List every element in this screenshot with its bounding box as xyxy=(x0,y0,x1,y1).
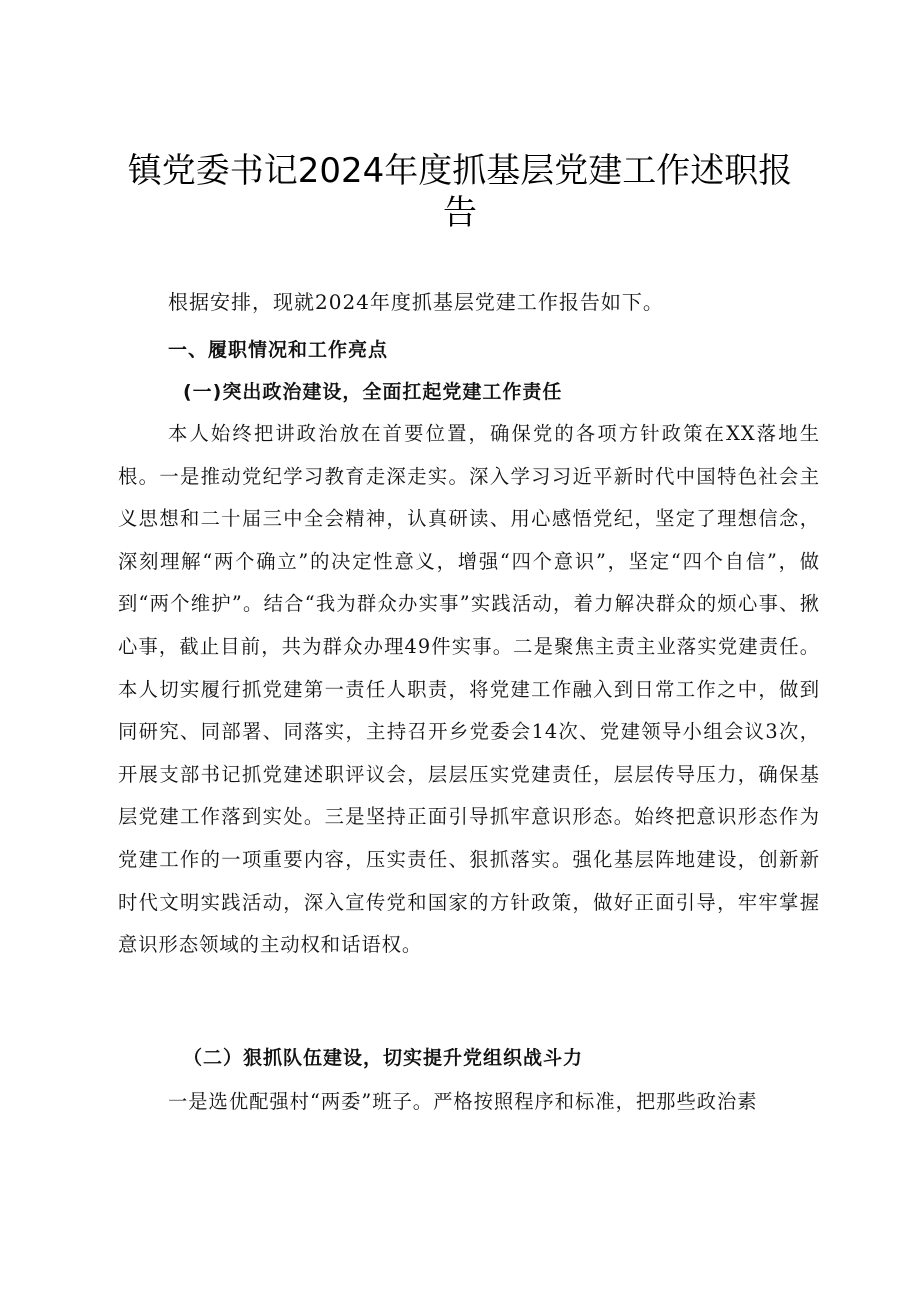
subsection-heading-2: （二）狠抓队伍建设，切实提升党组织战斗力 xyxy=(183,1047,584,1069)
subsection-heading-1: (一)突出政治建设，全面扛起党建工作责任 xyxy=(183,381,563,403)
document-title: 镇党委书记2024年度抓基层党建工作述职报告 xyxy=(127,151,793,233)
section-heading-1: 一、履职情况和工作亮点 xyxy=(168,339,389,361)
subsection-2-paragraph: 一是选优配强村“两委”班子。严格按照程序和标准，把那些政治素 xyxy=(168,1090,758,1113)
intro-paragraph: 根据安排，现就2024年度抓基层党建工作报告如下。 xyxy=(168,290,664,314)
subsection-1-paragraph: 本人始终把讲政治放在首要位置，确保党的各项方针政策在XX落地生根。一是推动党纪学习教育走深走实。深入学习习近平新时代中国特色社会主义思想和二十届三中全会精神，认真研读、用心感悟党纪，坚定了理想信念，深刻理解“两个确立”的决定性意义，增强“四个意识”，坚定“四个自信”，做到“两个维护”。结合“我为群众办实事”实践活动，着力解决群众的烦心事、揪心事，截止目前，共为群众办理49件实事。二是聚焦主责主业落实党建责任。本人切实履行抓党建第一责任人职责，将党建工作融入到日常工作之中，做到同研究、同部署、同落实，主持召开乡党委会14次、党建领导小组会议3次，开展支部书记抓党建述职评议会，层层压实党建责任，层层传导压力，确保基层党建工作落到实处。三是坚持正面引导抓牢意识形态。始终把意识形态作为党建工作的一项重要内容，压实责任、狠抓落实。强化基层阵地建设，创新新时代文明实践活动，深入宣传党和国家的方针政策，做好正面引导，牢牢掌握意识形态领域的主动权和话语权。 xyxy=(118,422,820,957)
